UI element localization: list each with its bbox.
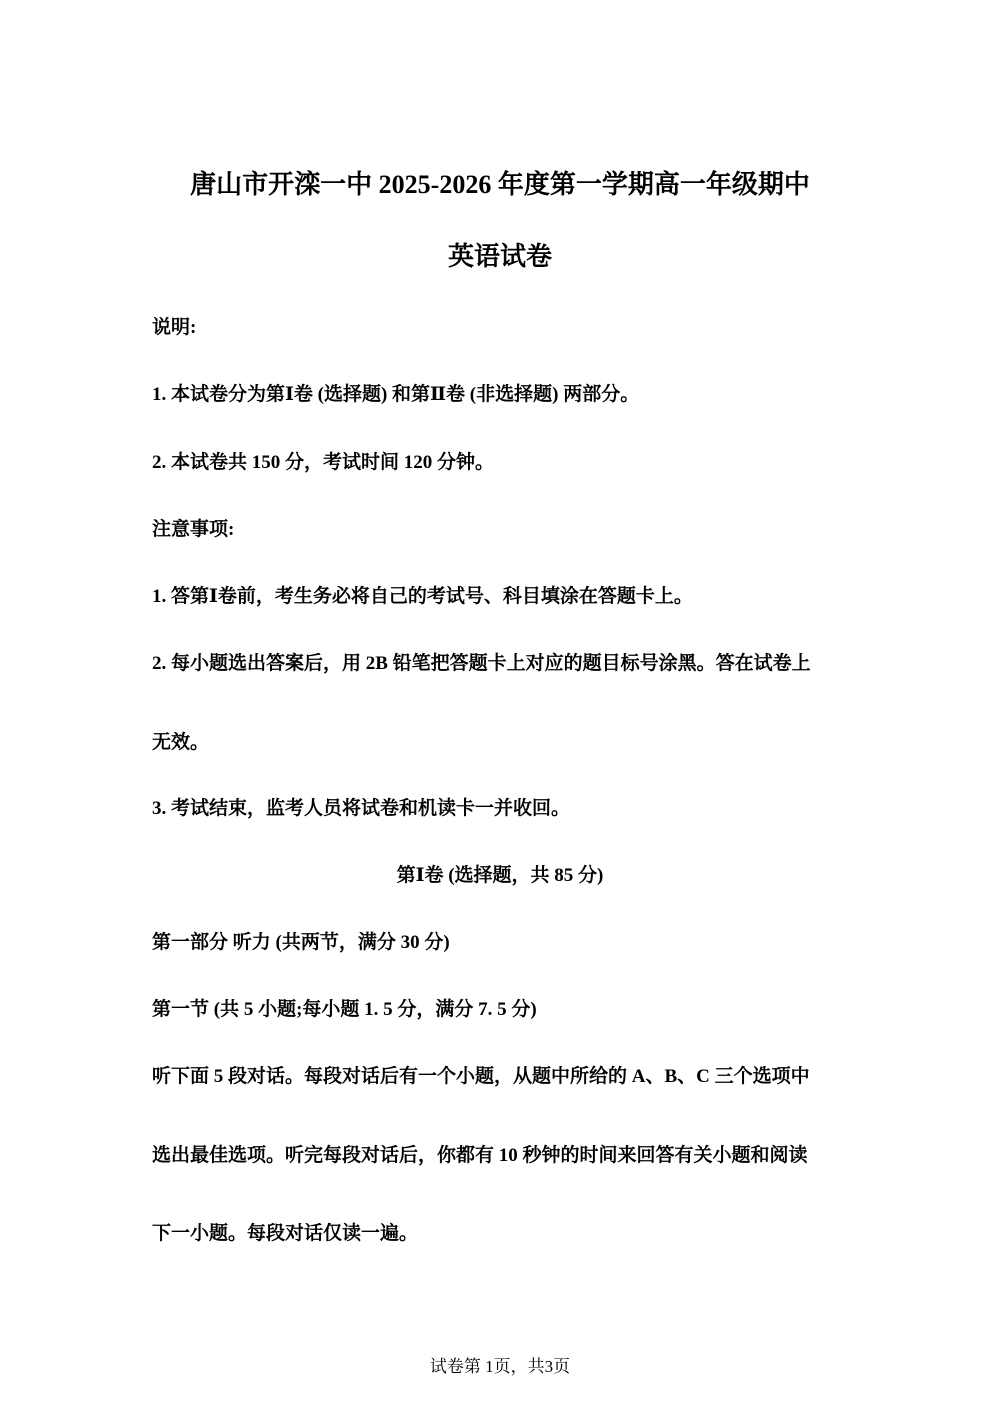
exam-title-line-1: 唐山市开滦一中 2025-2026 年度第一学期高一年级期中	[190, 170, 810, 199]
volume-heading: 第Ⅰ卷 (选择题，共 85 分)	[396, 865, 604, 886]
instructions-line-3: 下一小题。每段对话仅读一遍。	[152, 1223, 419, 1244]
instructions-line-2: 选出最佳选项。听完每段对话后，你都有 10 秒钟的时间来回答有关小题和阅读	[152, 1145, 808, 1166]
notice-item-3: 3. 考试结束，监考人员将试卷和机读卡一并收回。	[152, 798, 571, 819]
notice-item-1: 1. 答第Ⅰ卷前，考生务必将自己的考试号、科目填涂在答题卡上。	[152, 586, 693, 607]
notice-heading: 注意事项:	[152, 519, 235, 540]
notice-item-2-continued: 无效。	[152, 732, 210, 753]
part-heading: 第一部分 听力 (共两节，满分 30 分)	[152, 932, 450, 953]
explanation-item-1: 1. 本试卷分为第Ⅰ卷 (选择题) 和第Ⅱ卷 (非选择题) 两部分。	[152, 384, 640, 405]
page-footer: 试卷第 1页，共3页	[429, 1357, 571, 1376]
section-heading: 第一节 (共 5 小题;每小题 1. 5 分，满分 7. 5 分)	[152, 999, 537, 1020]
notice-item-2: 2. 每小题选出答案后，用 2B 铅笔把答题卡上对应的题目标号涂黑。答在试卷上	[152, 653, 811, 674]
explanation-item-2: 2. 本试卷共 150 分，考试时间 120 分钟。	[152, 452, 495, 473]
instructions-line-1: 听下面 5 段对话。每段对话后有一个小题，从题中所给的 A、B、C 三个选项中	[152, 1066, 810, 1087]
exam-title-line-2: 英语试卷	[447, 242, 552, 271]
explanation-heading: 说明:	[152, 317, 197, 338]
